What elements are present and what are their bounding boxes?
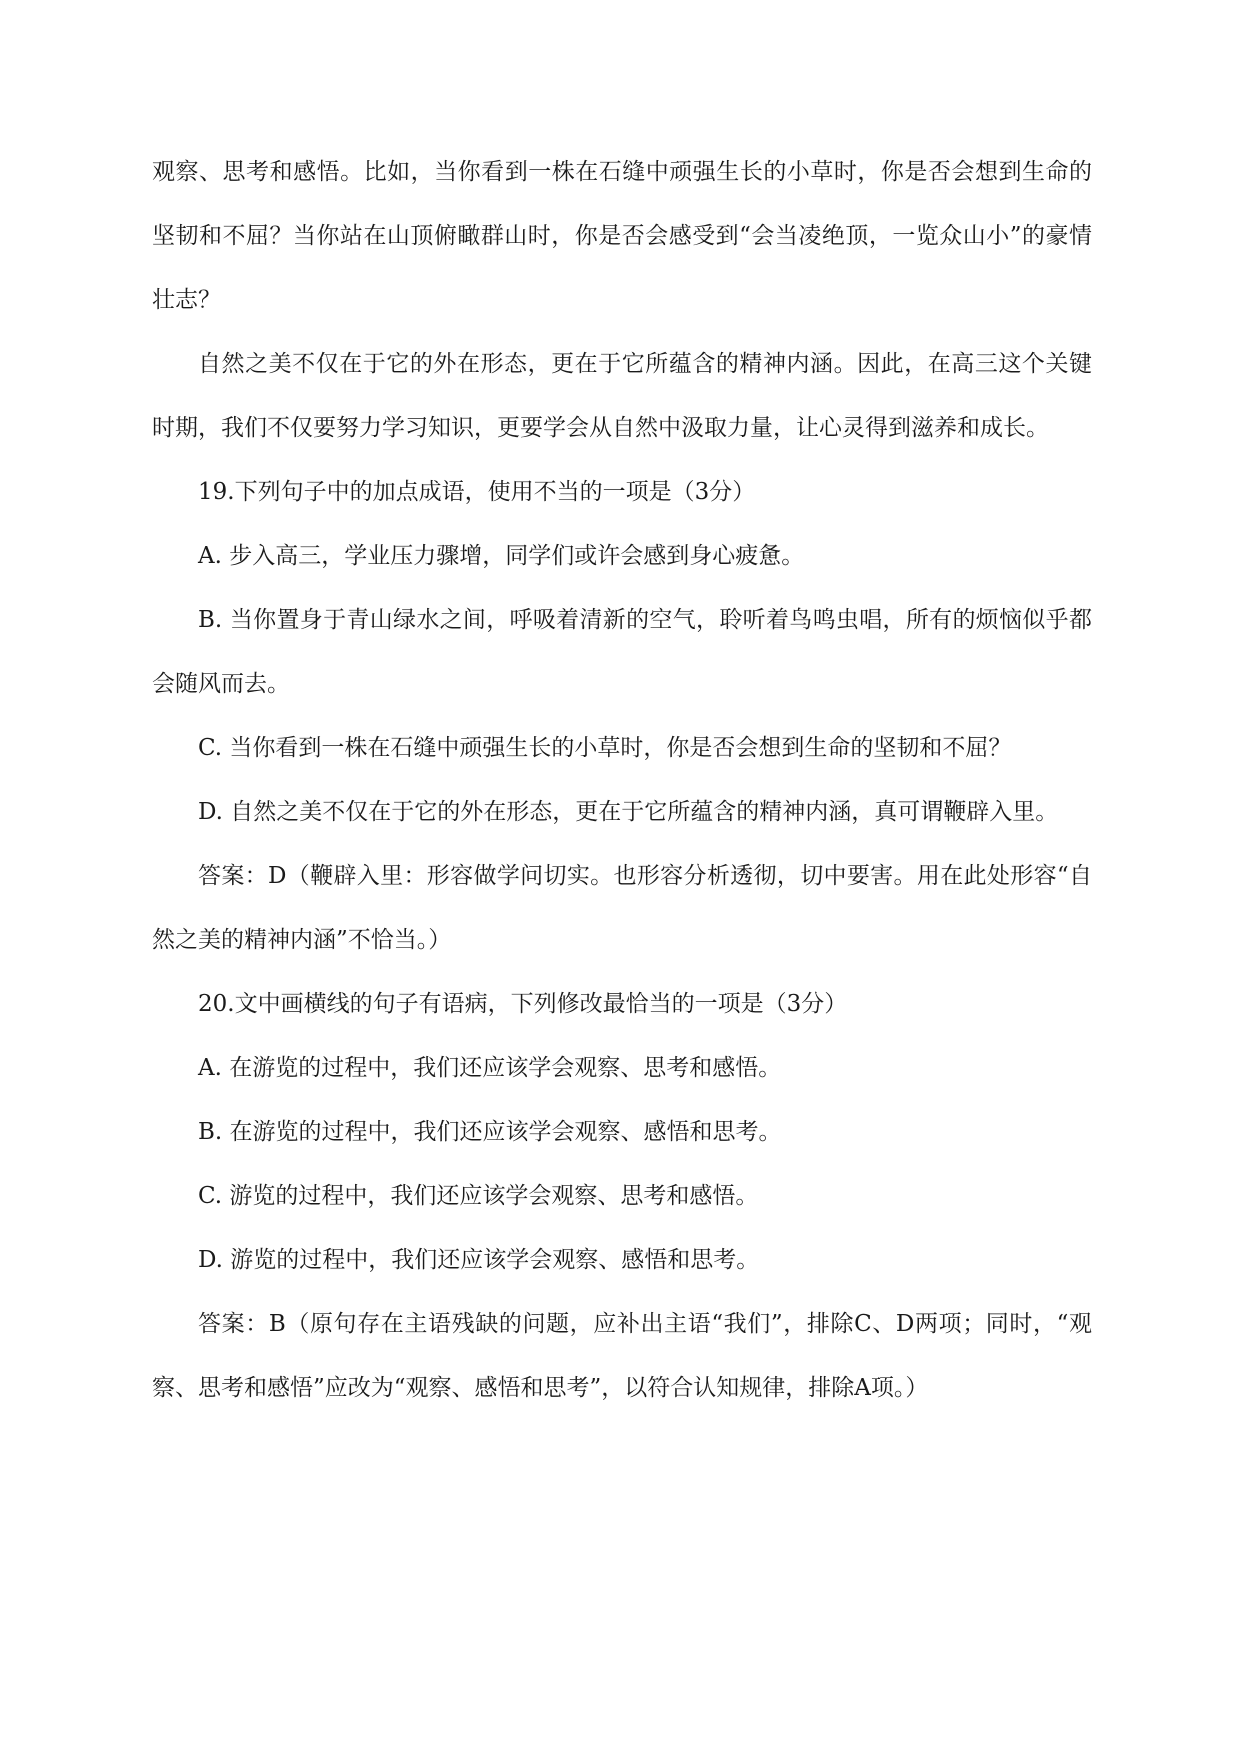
question-20-option-b: B. 在游览的过程中，我们还应该学会观察、感悟和思考。 xyxy=(198,1119,782,1145)
question-20-option-a: A. 在游览的过程中，我们还应该学会观察、思考和感悟。 xyxy=(198,1055,782,1081)
question-20-answer: 答案：B（原句存在主语残缺的问题，应补出主语“我们”，排除C、D两项；同时，“观察、思考和感悟”应改为“观察、感悟和思考”，以符合认知规律，排除A项。） xyxy=(152,1311,1092,1401)
passage-paragraph-2: 自然之美不仅在于它的外在形态，更在于它所蕴含的精神内涵。因此，在高三这个关键时期，我们不仅要努力学习知识，更要学会从自然中汲取力量，让心灵得到滋养和成长。 xyxy=(152,351,1092,441)
question-19-answer: 答案：D（鞭辟入里：形容做学问切实。也形容分析透彻，切中要害。用在此处形容“自然之美的精神内涵”不恰当。） xyxy=(152,863,1092,953)
question-20-option-c: C. 游览的过程中，我们还应该学会观察、思考和感悟。 xyxy=(198,1183,759,1209)
document-page xyxy=(152,140,1092,1420)
question-19-option-c: C. 当你看到一株在石缝中顽强生长的小草时，你是否会想到生命的坚韧和不屈？ xyxy=(198,735,1012,761)
passage-paragraph-1: 观察、思考和感悟。比如，当你看到一株在石缝中顽强生长的小草时，你是否会想到生命的坚韧和不屈？当你站在山顶俯瞰群山时，你是否会感受到“会当凌绝顶，一览众山小”的豪情壮志？ xyxy=(152,159,1092,313)
question-20-option-d: D. 游览的过程中，我们还应该学会观察、感悟和思考。 xyxy=(198,1247,760,1273)
question-19-option-a: A. 步入高三，学业压力骤增，同学们或许会感到身心疲惫。 xyxy=(198,543,805,569)
question-20-stem: 20.文中画横线的句子有语病，下列修改最恰当的一项是（3分） xyxy=(198,991,848,1017)
question-19-option-d: D. 自然之美不仅在于它的外在形态，更在于它所蕴含的精神内涵，真可谓鞭辟入里。 xyxy=(198,799,1059,825)
question-19-stem: 19.下列句子中的加点成语，使用不当的一项是（3分） xyxy=(198,479,756,505)
question-19-option-b: B. 当你置身于青山绿水之间，呼吸着清新的空气，聆听着鸟鸣虫唱，所有的烦恼似乎都会随风而去。 xyxy=(152,607,1092,697)
